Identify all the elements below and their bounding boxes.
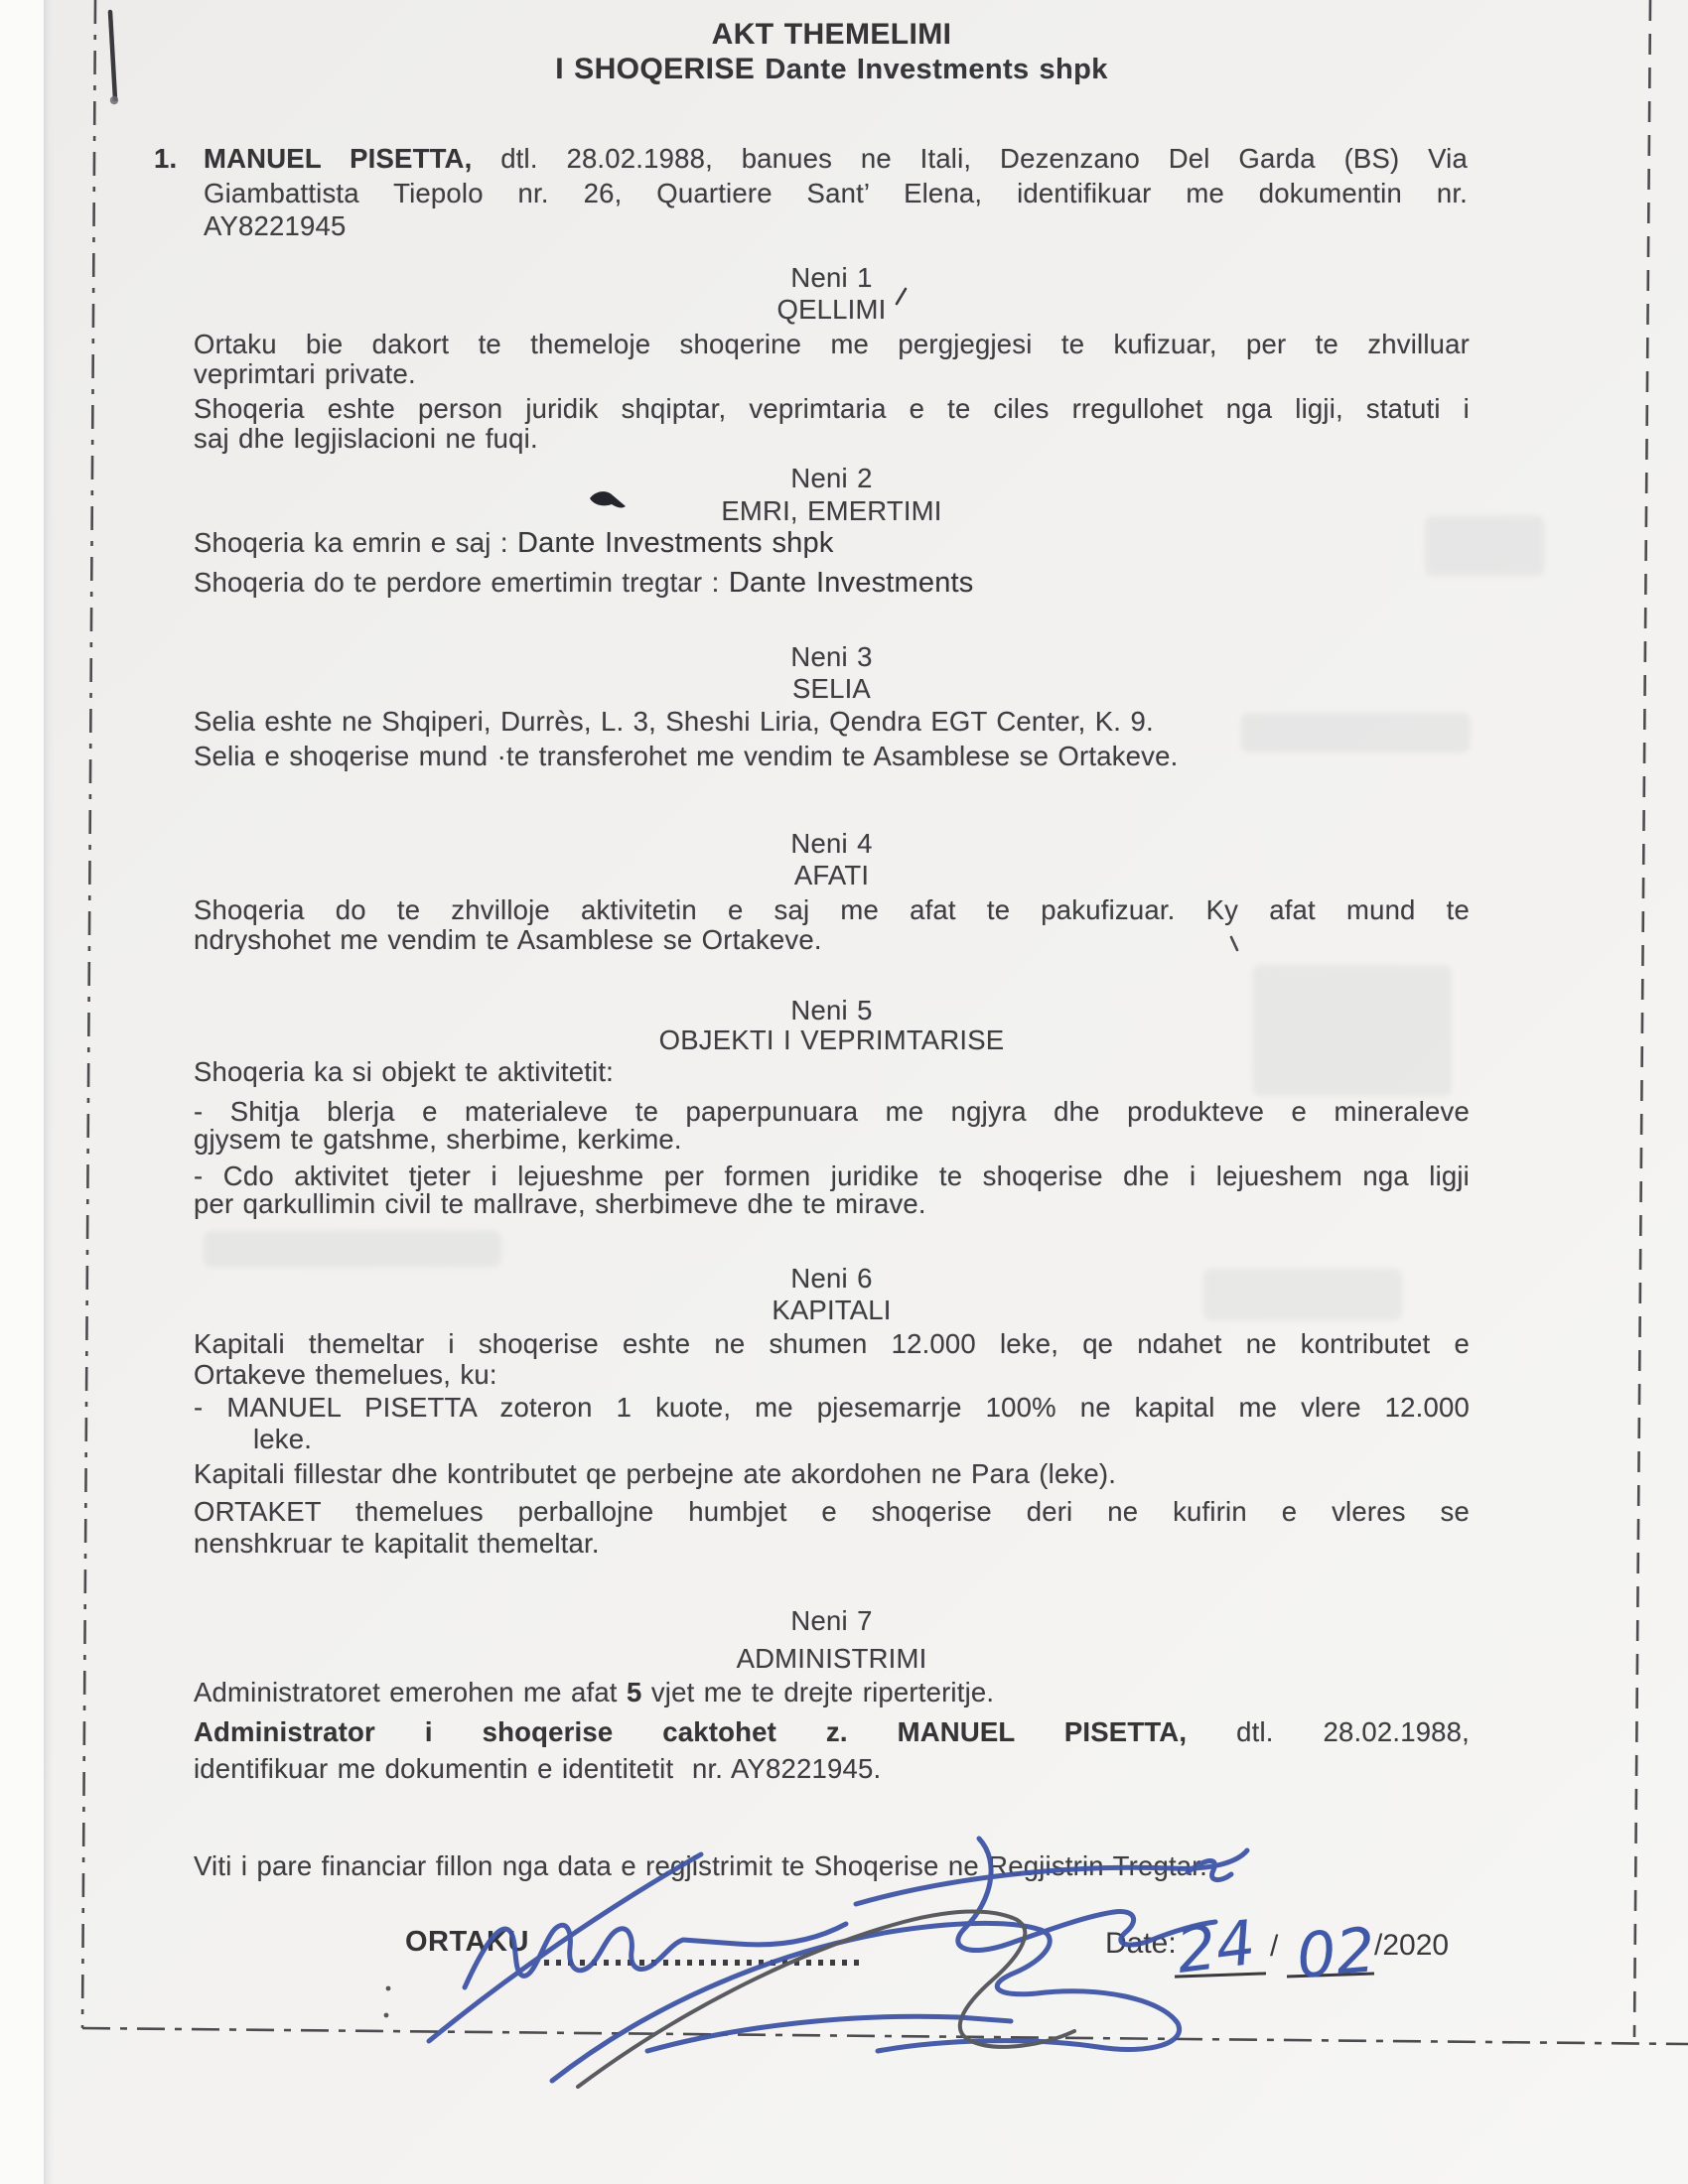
text-segment: 1. — [154, 143, 178, 174]
doc-line — [194, 1187, 926, 1223]
doc-line — [204, 209, 347, 245]
text-segment: identifikuar me dokumentin e identitetit nr. AY8221945. — [194, 1753, 882, 1784]
text-segment: Kapitali fillestar dhe kontributet qe perbejne ate akordohen ne Para (leke). — [194, 1458, 1117, 1489]
text-segment: OBJEKTI I VEPRIMTARISE — [658, 1024, 1005, 1055]
heading-line — [194, 462, 1470, 497]
text-segment: I SHOQERISE — [555, 53, 766, 85]
text-segment: ORTAKET themelues perballojne humbjet e shoqerise deri ne kufirin e vleres se — [194, 1496, 1470, 1527]
text-segment: leke. — [253, 1424, 313, 1454]
bleed-through-smudge — [1241, 713, 1470, 752]
text-segment: Neni 3 — [790, 641, 873, 672]
signature-dotted-line — [544, 1960, 866, 1966]
doc-line — [204, 142, 1468, 178]
doc-line — [194, 1752, 881, 1788]
page-edge-shadow — [44, 0, 54, 2184]
heading-line — [194, 827, 1470, 863]
text-segment: Shoqeria eshte person juridik shqiptar, veprimtaria e te ciles rregullohet nga ligji, statuti i — [194, 393, 1470, 424]
text-segment: Neni 1 — [790, 262, 873, 293]
heading-line — [194, 494, 1470, 530]
text-segment: Neni 4 — [790, 828, 873, 859]
doc-line — [253, 1423, 312, 1458]
text-segment: Shoqeria do te perdore emertimin tregtar : — [194, 567, 729, 598]
doc-line — [194, 357, 416, 393]
text-segment: KAPITALI — [772, 1295, 892, 1325]
text-segment: 5 — [627, 1677, 642, 1707]
text-segment: veprimtari private. — [194, 358, 416, 389]
doc-line — [194, 1391, 1470, 1427]
text-segment: Neni 6 — [790, 1263, 873, 1294]
doc-line — [154, 142, 177, 178]
text-segment: SELIA — [792, 673, 871, 704]
doc-line — [194, 1457, 1116, 1493]
doc-line — [194, 1676, 994, 1711]
text-segment: ndryshohet me vendim te Asamblese se Ortakeve. — [194, 924, 822, 955]
text-segment: Neni 7 — [790, 1605, 873, 1636]
text-segment: Selia e shoqerise mund ·te transferohet me vendim te Asamblese se Ortakeve. — [194, 741, 1179, 771]
heading-line — [194, 18, 1470, 54]
text-segment: Dante Investments shpk — [765, 54, 1108, 85]
text-segment: - Shitja blerja e materialeve te paperpunuara me ngjyra dhe produkteve e mineraleve — [194, 1096, 1470, 1127]
doc-line — [194, 1055, 614, 1091]
text-segment: AFATI — [793, 860, 870, 890]
text-segment: - Cdo aktivitet tjeter i lejueshme per formen juridike te shoqerise dhe i lejueshem nga ligji — [194, 1160, 1470, 1191]
text-segment: AY8221945 — [204, 210, 347, 241]
doc-line — [194, 705, 1154, 741]
handwritten-date-day: 24 — [1172, 1905, 1260, 1987]
text-segment: Ortaku bie dakort te themeloje shoqerine me pergjegjesi te kufizuar, per te zhvilluar — [194, 329, 1470, 359]
heading-line — [194, 53, 1470, 88]
heading-line — [194, 1262, 1470, 1297]
heading-line — [194, 261, 1470, 297]
handwritten-date-month: 02 — [1293, 1913, 1378, 1992]
text-segment: vjet me te drejte riperteritje. — [641, 1677, 995, 1707]
text-segment: Neni 2 — [790, 463, 873, 493]
text-segment: saj dhe legjislacioni ne fuqi. — [194, 423, 538, 454]
text-segment: Giambattista Tiepolo nr. 26, Quartiere Sant’ Elena, identifikuar me dokumentin nr. — [204, 178, 1468, 208]
text-segment: Ortakeve themelues, ku: — [194, 1359, 497, 1390]
heading-line — [194, 293, 1470, 329]
text-segment: Dante Investments shpk — [517, 527, 834, 559]
doc-line — [194, 1123, 682, 1159]
doc-line — [194, 1358, 497, 1394]
heading-line — [194, 1024, 1470, 1059]
text-segment: Administratoret emerohen me afat — [194, 1677, 627, 1707]
doc-line — [194, 526, 834, 562]
text-segment: Viti i pare financiar fillon nga data e regjistrimit te Shoqerise ne Regjistrin Tregtar. — [194, 1850, 1207, 1881]
heading-line — [194, 640, 1470, 676]
text-segment: per qarkullimin civil te mallrave, sherbimeve dhe te mirave. — [194, 1188, 926, 1219]
doc-line — [194, 740, 1178, 775]
heading-line — [194, 1604, 1470, 1640]
doc-line — [194, 1715, 1470, 1751]
text-segment: dtl. 28.02.1988, — [1187, 1716, 1471, 1747]
text-segment: Kapitali themeltar i shoqerise eshte ne shumen 12.000 leke, qe ndahet ne kontributet e — [194, 1328, 1470, 1359]
doc-line — [194, 1849, 1207, 1885]
date-separator: / — [1270, 1930, 1279, 1963]
text-segment: Selia eshte ne Shqiperi, Durrès, L. 3, Sheshi Liria, Qendra EGT Center, K. 9. — [194, 706, 1154, 737]
heading-line — [194, 1294, 1470, 1329]
doc-line — [194, 923, 822, 959]
text-segment: Administrator i shoqerise caktohet z. MANUEL PISETTA, — [194, 1716, 1188, 1747]
text-segment: Shoqeria ka si objekt te aktivitetit: — [194, 1056, 615, 1087]
text-segment: gjysem te gatshme, sherbime, kerkime. — [194, 1124, 682, 1155]
text-segment: Shoqeria do te zhvilloje aktivitetin e saj me afat te pakufizuar. Ky afat mund te — [194, 894, 1470, 925]
text-segment: Neni 5 — [790, 995, 873, 1025]
heading-line — [194, 1642, 1470, 1678]
text-segment: ADMINISTRIMI — [736, 1643, 927, 1674]
party-signature-label: ORTAKU — [405, 1926, 529, 1958]
heading-line — [194, 672, 1470, 708]
doc-line — [194, 422, 538, 458]
doc-line — [204, 177, 1468, 212]
text-segment: dtl. 28.02.1988, banues ne Itali, Dezenzano Del Garda (BS) Via — [472, 143, 1468, 174]
text-segment: QELLIMI — [776, 294, 887, 325]
date-label: Date: — [1105, 1927, 1177, 1960]
text-segment: Dante Investments — [728, 567, 974, 599]
text-segment: MANUEL PISETTA, — [204, 143, 473, 174]
date-year: /2020 — [1374, 1929, 1450, 1962]
text-segment: - MANUEL PISETTA zoteron 1 kuote, me pjesemarrje 100% ne kapital me vlere 12.000 — [194, 1392, 1470, 1423]
doc-line — [194, 566, 974, 602]
text-segment: nenshkruar te kapitalit themeltar. — [194, 1528, 600, 1559]
doc-line — [194, 1527, 600, 1563]
text-segment: Shoqeria ka emrin e saj : — [194, 527, 518, 558]
text-segment: EMRI, EMERTIMI — [721, 495, 942, 526]
doc-line — [194, 1495, 1470, 1531]
heading-line — [194, 859, 1470, 894]
text-segment: AKT THEMELIMI — [711, 18, 952, 51]
